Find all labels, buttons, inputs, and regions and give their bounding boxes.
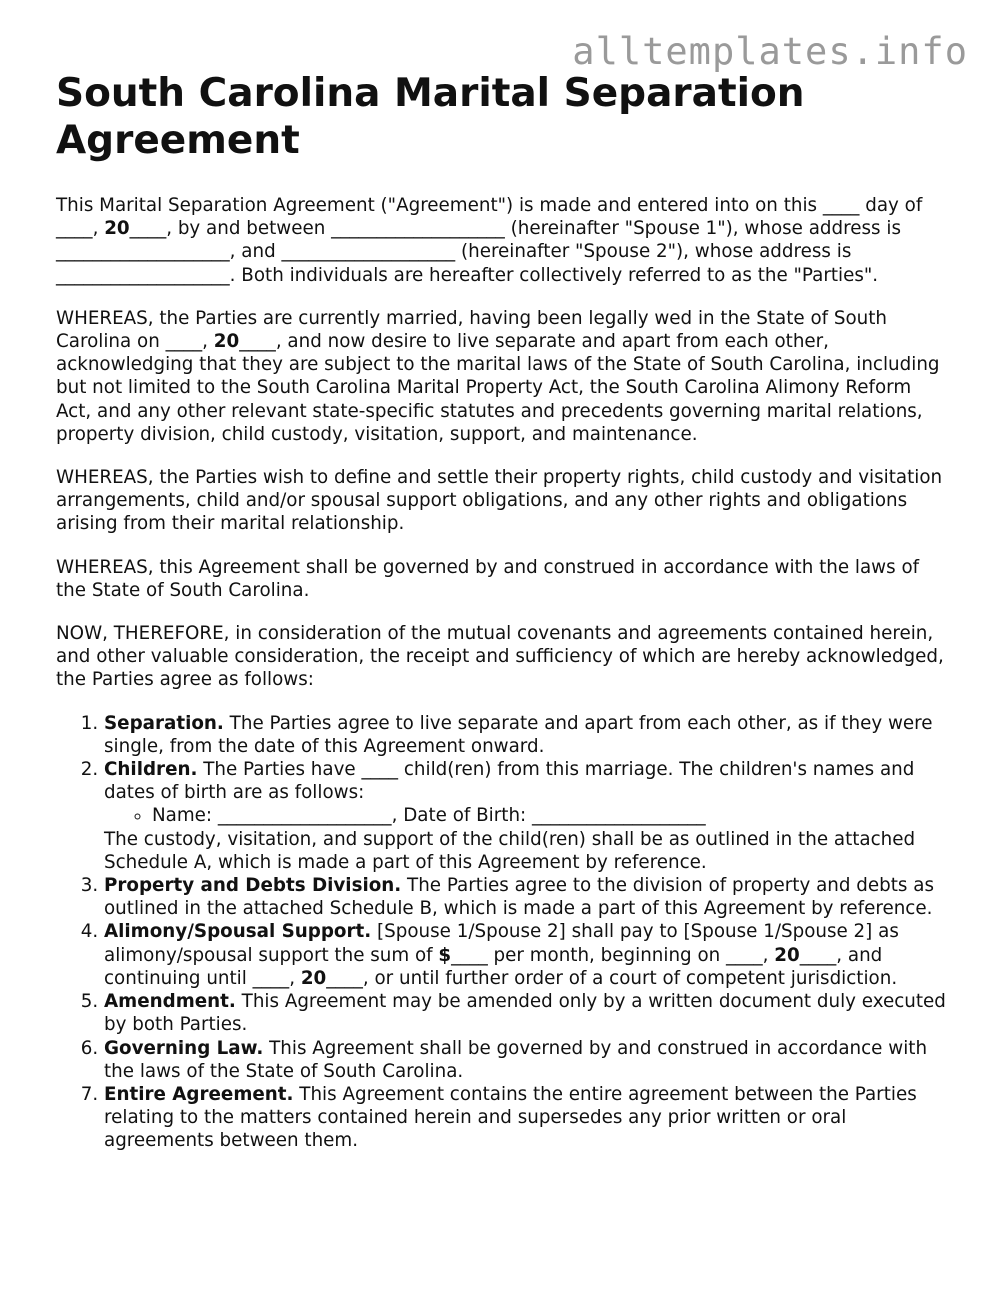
- clause-text: This Agreement shall be governed by and construed in accordance with the laws of the State of South Carolina.: [104, 1037, 928, 1082]
- whereas-paragraph-1: [56, 307, 946, 446]
- clause-alimony: [104, 920, 946, 990]
- whereas-paragraph-2: WHEREAS, the Parties wish to define and settle their property rights, child custody and visitation arrangements, child and/or spousal support obligations, and any other rights and obligations arising from their marital relationship.: [56, 467, 943, 535]
- children-sublist: [104, 804, 946, 827]
- intro-text-b: ____, by and between ___________________ (hereinafter "Spouse 1"), whose address is ___________________, and ___________________ (hereinafter "Spouse 2"), whose address is ___________________. Both individuals are hereafter collectively referred to as the "Parties".: [56, 218, 901, 286]
- whereas-paragraph-3: WHEREAS, this Agreement shall be governed by and construed in accordance with the laws of the State of South Carolina.: [56, 556, 920, 601]
- clause-text: The Parties have ____ child(ren) from this marriage. The children's names and dates of birth are as follows:: [104, 759, 915, 804]
- clause-heading: Separation.: [104, 712, 224, 734]
- intro-year: 20: [104, 218, 130, 240]
- document-title: South Carolina Marital Separation Agreement: [56, 71, 805, 163]
- clause-entire-agreement: [104, 1083, 946, 1153]
- year-start: 20: [774, 944, 800, 966]
- clause-text-c: ____, and continuing until ____,: [104, 944, 883, 989]
- intro-text-a: This Marital Separation Agreement ("Agreement") is made and entered into on this ____ day of ____,: [56, 195, 923, 240]
- whereas1-text-b: ____, and now desire to live separate and apart from each other, acknowledging that they are subject to the marital laws of the State of South Carolina, including but not limited to the South Carolina Marital Property Act, the South Carolina Alimony Reform Act, and any other relevant state-specific statutes and precedents governing marital relations, property division, child custody, visitation, support, and maintenance.: [56, 331, 940, 445]
- clause-text-b: ____ per month, beginning on ____,: [451, 944, 775, 966]
- clause-heading: Property and Debts Division.: [104, 875, 402, 897]
- clause-list: [56, 712, 946, 1153]
- clause-heading: Amendment.: [104, 991, 236, 1013]
- dollar-sign: $: [438, 944, 452, 966]
- clause-text: The Parties agree to the division of property and debts as outlined in the attached Schedule B, which is made a part of this Agreement by reference.: [104, 875, 934, 920]
- year-end: 20: [300, 967, 327, 989]
- clause-heading: Children.: [104, 759, 198, 781]
- clause-text: The Parties agree to live separate and apart from each other, as if they were single, from the date of this Agreement onward.: [104, 712, 933, 757]
- clause-text: This Agreement contains the entire agreement between the Parties relating to the matters contained herein and supersedes any prior written or oral agreements between them.: [104, 1083, 917, 1152]
- clause-heading: Alimony/Spousal Support.: [104, 921, 372, 943]
- clause-separation: [104, 712, 946, 758]
- clause-governing-law: [104, 1037, 946, 1083]
- child-entry: ◦ Name: ___________________, Date of Birth: ___________________: [152, 804, 946, 827]
- clause-text-a: [Spouse 1/Spouse 2] shall pay to [Spouse 1/Spouse 2] as alimony/spousal support the sum of: [104, 921, 899, 966]
- whereas1-year: 20: [213, 331, 240, 353]
- clause-text-d: ____, or until further order of a court of competent jurisdiction.: [326, 967, 898, 989]
- clause-property: [104, 874, 946, 920]
- whereas1-text-a: WHEREAS, the Parties are currently married, having been legally wed in the State of South Carolina on ____,: [56, 307, 888, 353]
- clause-heading: Governing Law.: [104, 1037, 264, 1059]
- clause-text-after: The custody, visitation, and support of the child(ren) shall be as outlined in the attached Schedule A, which is made a part of this Agreement by reference.: [104, 828, 916, 873]
- clause-children: [104, 758, 946, 874]
- watermark: alltemplates.info: [572, 30, 968, 73]
- clause-heading: Entire Agreement.: [104, 1083, 294, 1105]
- clause-text: This Agreement may be amended only by a written document duly executed by both Parties.: [104, 991, 946, 1036]
- clause-amendment: [104, 990, 946, 1036]
- now-therefore-paragraph: NOW, THEREFORE, in consideration of the mutual covenants and agreements contained herein, and other valuable consideration, the receipt and sufficiency of which are hereby acknowledged, the Parties agree as follows:: [56, 623, 944, 691]
- intro-paragraph: [56, 194, 946, 287]
- document-body: [56, 70, 946, 1153]
